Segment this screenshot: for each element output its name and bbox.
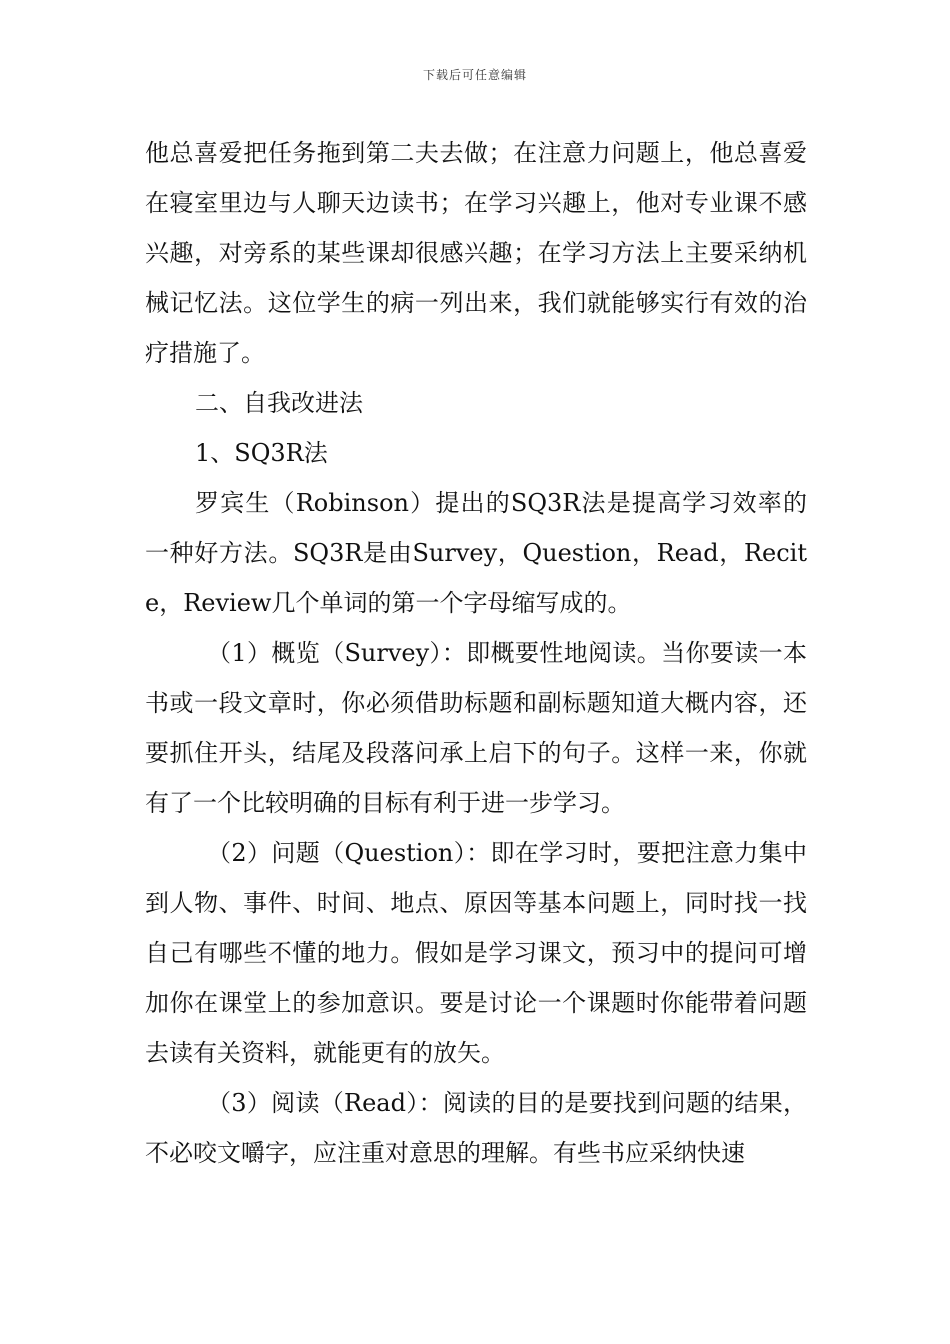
paragraph-study-habits: 他总喜爱把任务拖到第二夫去做；在注意力问题上，他总喜爱在寝室里边与人聊天边读书；在学习兴趣上，他对专业课不感兴趣，对旁系的某些课却很感兴趣；在学习方法上主要采纳机械记忆法。这位学生的病一列出来，我们就能够实行有效的治疗措施了。 (145, 139, 807, 367)
paragraph-sq3r-intro: 罗宾生（Robinson）提出的SQ3R法是提高学习效率的一种好方法。SQ3R是由Survey，Question，Read，Recite，Review几个单词的第一个字母缩写成的。 (145, 489, 807, 617)
paragraph-question: （2）问题（Question）：即在学习时，要把注意力集中到人物、事件、时间、地点、原因等基本问题上，同时找一找自己有哪些不懂的地力。假如是学习课文，预习中的提问可增加你在课堂上的参加意识。要是讨论一个课题时你能带着问题去读有关资料，就能更有的放矢。 (145, 839, 807, 1067)
section-heading-self-improvement: 二、自我改进法 (195, 389, 363, 417)
subsection-heading-sq3r: 1、SQ3R法 (195, 439, 328, 467)
document-body (145, 128, 807, 1178)
page-header: 下载后可任意编辑 (422, 68, 527, 82)
paragraph-survey: （1）概览（Survey）：即概要性地阅读。当你要读一本书或一段文章时，你必须借助标题和副标题知道大概内容，还要抓住开头，结尾及段落问承上启下的句子。这样一来，你就有了一个比较明确的目标有利于进一步学习。 (145, 639, 807, 817)
paragraph-read: （3）阅读（Read）：阅读的目的是要找到问题的结果，不必咬文嚼字，应注重对意思的理解。有些书应采纳快速 (145, 1089, 807, 1167)
